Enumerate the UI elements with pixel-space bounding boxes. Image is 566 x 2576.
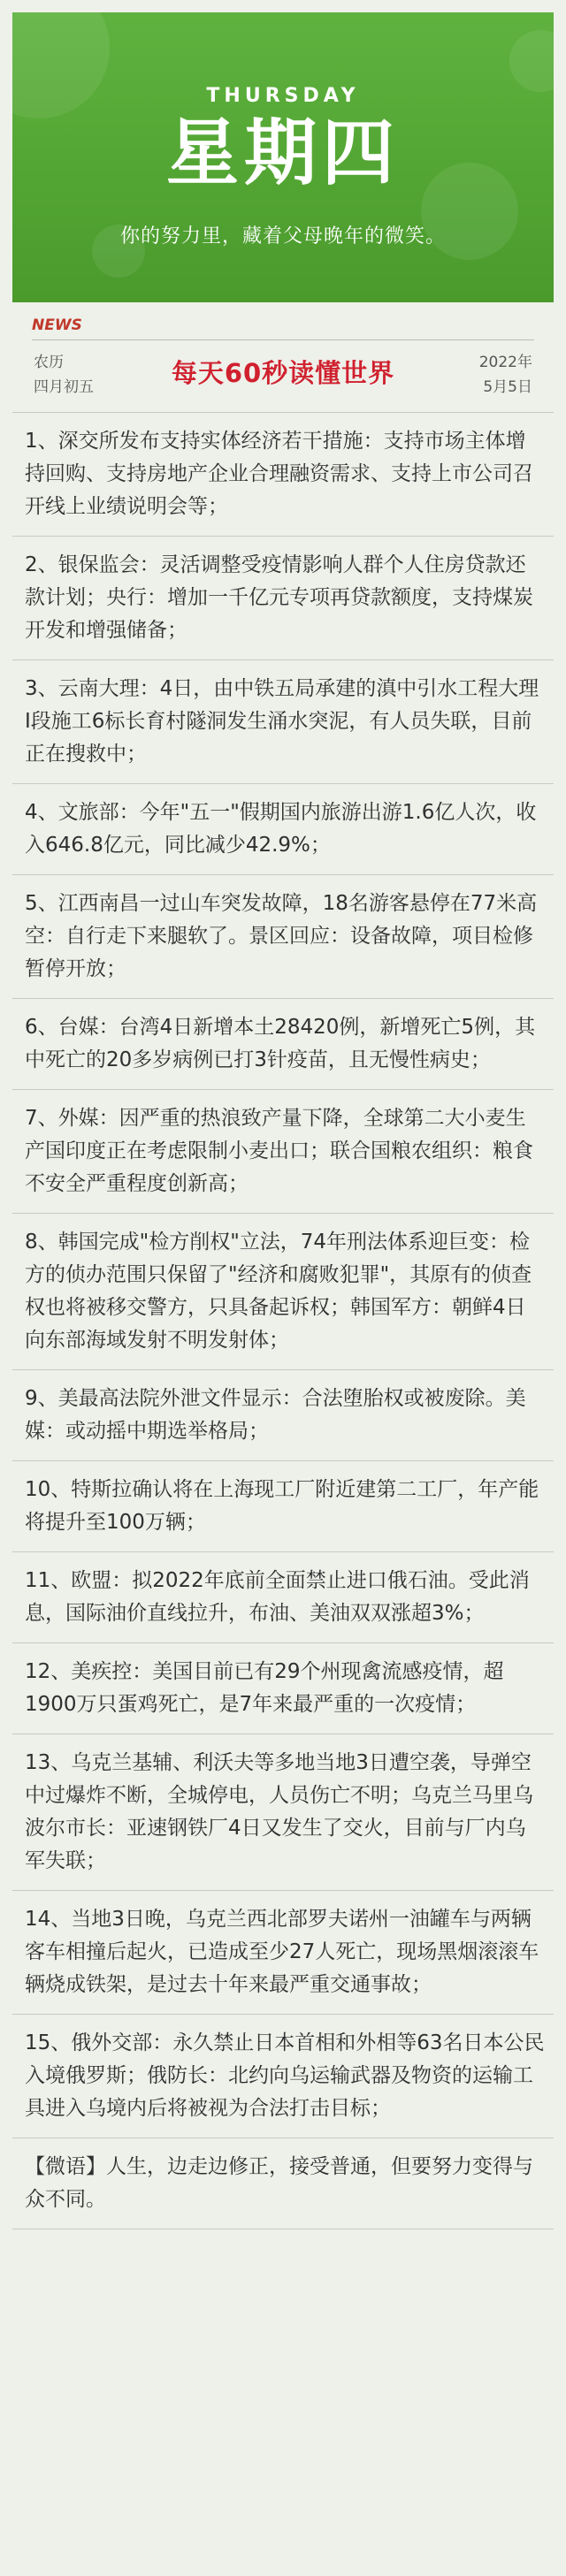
news-item: 6、台媒：台湾4日新增本土28420例，新增死亡5例，其中死亡的20多岁病例已打3针疫苗，且无慢性病史；: [12, 998, 554, 1089]
page-title: 每天60秒读懂世界: [171, 358, 395, 388]
news-item: 8、韩国完成"检方削权"立法，74年刑法体系迎巨变：检方的侦办范围只保留了"经济和腐败犯罪"，其原有的侦查权也将被移交警方，只具备起诉权；韩国军方：朝鲜4日向东部海域发射不明发射体；: [12, 1213, 554, 1369]
date-day: 5月5日: [483, 378, 532, 396]
news-item: 3、云南大理：4日，由中铁五局承建的滇中引水工程大理Ⅰ段施工6标长育村隧洞发生涌水突泥，有人员失联，目前正在搜救中；: [12, 659, 554, 783]
news-item: 2、银保监会：灵活调整受疫情影响人群个人住房贷款还款计划；央行：增加一千亿元专项再贷款额度，支持煤炭开发和增强储备；: [12, 536, 554, 659]
news-item: 14、当地3日晚，乌克兰西北部罗夫诺州一油罐车与两辆客车相撞后起火，已造成至少27人死亡，现场黑烟滚滚车辆烧成铁架，是过去十年来最严重交通事故；: [12, 1890, 554, 2014]
weekday-banner: [12, 12, 554, 302]
header-divider: [32, 339, 534, 340]
quote-item: 【微语】人生，边走边修正，接受普通，但要努力变得与众不同。: [12, 2138, 554, 2229]
gregorian-date-block: [479, 350, 532, 400]
news-item: 7、外媒：因严重的热浪致产量下降，全球第二大小麦生产国印度正在考虑限制小麦出口；联合国粮农组织：粮食不安全严重程度创新高；: [12, 1089, 554, 1213]
news-header: [12, 302, 554, 412]
news-item: 13、乌克兰基辅、利沃夫等多地当地3日遭空袭，导弹空中过爆炸不断，全城停电，人员伤亡不明；乌克兰马里乌波尔市长：亚速钢铁厂4日又发生了交火，目前与厂内乌军失联；: [12, 1734, 554, 1890]
news-item: 12、美疾控：美国目前已有29个州现禽流感疫情，超1900万只蛋鸡死亡，是7年来最严重的一次疫情；: [12, 1642, 554, 1734]
weekday-english: THURSDAY: [206, 85, 360, 107]
news-item: 4、文旅部：今年"五一"假期国内旅游出游1.6亿人次，收入646.8亿元，同比减少42.9%；: [12, 783, 554, 874]
banner-slogan: 你的努力里，藏着父母晚年的微笑。: [119, 225, 446, 248]
news-item: 9、美最高法院外泄文件显示：合法堕胎权或被废除。美媒：或动摇中期选举格局；: [12, 1369, 554, 1460]
weekday-chinese: 星期四: [165, 111, 400, 195]
lunar-label: 农历: [34, 354, 64, 371]
news-item: 5、江西南昌一过山车突发故障，18名游客悬停在77米高空：自行走下来腿软了。景区回应：设备故障，项目检修暂停开放；: [12, 874, 554, 998]
news-item: 10、特斯拉确认将在上海现工厂附近建第二工厂，年产能将提升至100万辆；: [12, 1460, 554, 1551]
decorative-bubble: [509, 30, 554, 92]
date-year: 2022年: [478, 354, 532, 371]
news-item: 1、深交所发布支持实体经济若干措施：支持市场主体增持回购、支持房地产企业合理融资需求、支持上市公司召开线上业绩说明会等；: [12, 412, 554, 536]
news-item: 15、俄外交部：永久禁止日本首相和外相等63名日本公民入境俄罗斯；俄防长：北约向乌运输武器及物资的运输工具进入乌境内后将被视为合法打击目标；: [12, 2014, 554, 2138]
lunar-date: 四月初五: [34, 378, 94, 396]
news-item: 11、欧盟：拟2022年底前全面禁止进口俄石油。受此消息，国际油价直线拉升，布油、美油双双涨超3%；: [12, 1551, 554, 1642]
news-list: [12, 412, 554, 2229]
news-tag: NEWS: [32, 316, 82, 334]
